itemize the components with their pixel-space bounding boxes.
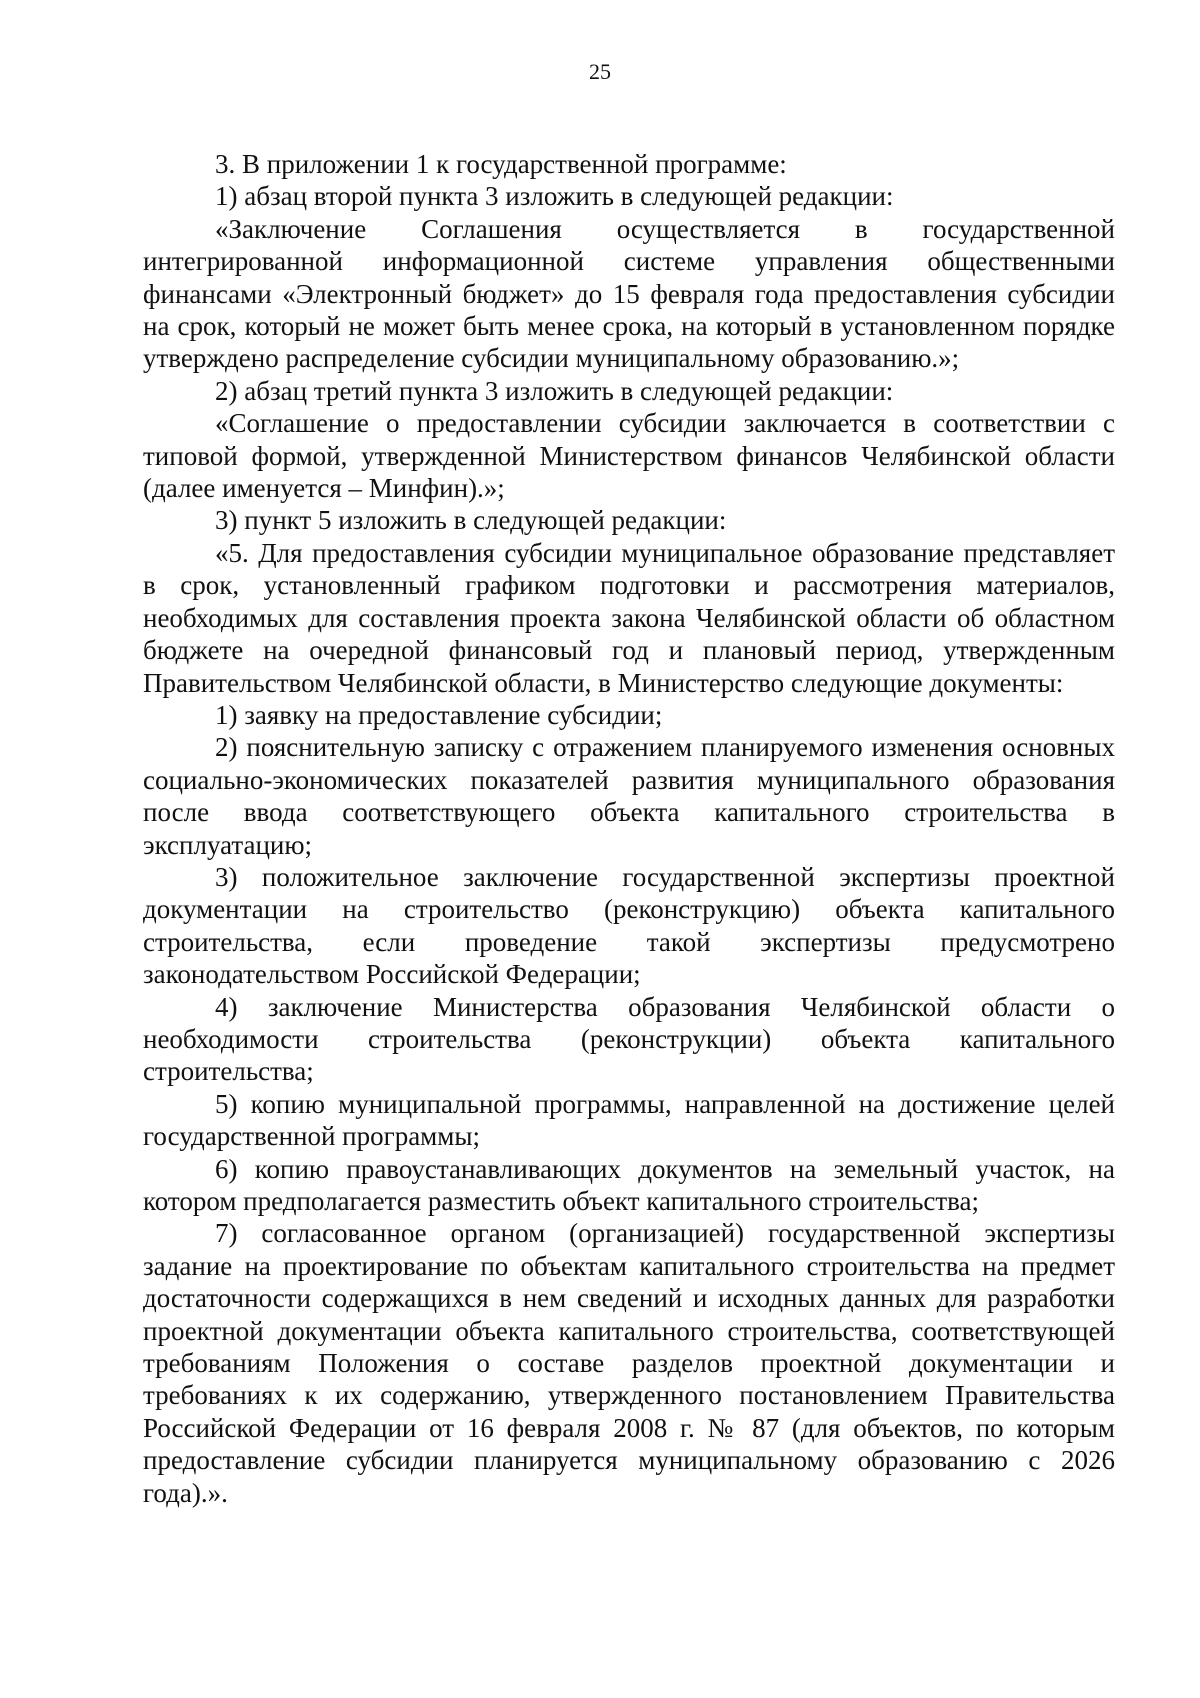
paragraph-appendix-heading: 3. В приложении 1 к государственной программе: xyxy=(215,149,787,179)
list-item-doc-1: 1) заявку на предоставление субсидии; xyxy=(215,699,663,730)
list-item-doc-5: 5) копию муниципальной программы, направленной на достижение целей государственной программы; xyxy=(143,1088,1115,1152)
paragraph-agreement-form: «Соглашение о предоставлении субсидии заключается в соответствии с типовой формой, утвержденной Министерством финансов Челябинской области (далее именуется – Минфин).»; xyxy=(143,408,1115,504)
list-item-doc-2: 2) пояснительную записку с отражением планируемого изменения основных социально-экономических показателей развития муниципального образования после ввода соответствующего объекта капитального строительства в эксплуатацию; xyxy=(143,732,1115,860)
document-body xyxy=(143,148,1115,1509)
paragraph-item-2-intro: 2) абзац третий пункта 3 изложить в следующей редакции: xyxy=(215,375,894,406)
list-item-doc-7: 7) согласованное органом (организацией) государственной экспертизы задание на проектирование по объектам капитального строительства на предмет достаточности содержащихся в нем сведений и исходных данных для разработки проектной документации объекта капитального строительства, соответствующей требованиям Положения о составе разделов проектной документации и требованиях к их содержанию, утвержденного постановлением Правительства Российской Федерации от 16 февраля 2008 г. № 87 (для объектов, по которым предоставление субсидии планируется муниципальному образованию с 2026 года).». xyxy=(143,1218,1115,1508)
paragraph-item-3-intro: 3) пункт 5 изложить в следующей редакции: xyxy=(215,505,727,536)
list-item-doc-4: 4) заключение Министерства образования Челябинской области о необходимости строительства (реконструкции) объекта капитального строительства; xyxy=(143,991,1115,1087)
paragraph-agreement-conclusion: «Заключение Соглашения осуществляется в государственной интегрированной информационной системе управления общественными финансами «Электронный бюджет» до 15 февраля года предоставления субсидии на срок, который не может быть менее срока, на который в установленном порядке утверждено распределение субсидии муниципальному образованию.»; xyxy=(143,213,1115,374)
paragraph-clause-5: «5. Для предоставления субсидии муниципальное образование представляет в срок, установленный графиком подготовки и рассмотрения материалов, необходимых для составления проекта закона Челябинской области об областном бюджете на очередной финансовый год и плановый период, утвержденным Правительством Челябинской области, в Министерство следующие документы: xyxy=(143,537,1115,698)
paragraph-item-1-intro: 1) абзац второй пункта 3 изложить в следующей редакции: xyxy=(215,181,894,212)
list-item-doc-3: 3) положительное заключение государственной экспертизы проектной документации на строительство (реконструкцию) объекта капитального строительства, если проведение такой экспертизы предусмотрено законодательством Российской Федерации; xyxy=(143,861,1115,990)
list-item-doc-6: 6) копию правоустанавливающих документов на земельный участок, на котором предполагается разместить объект капитального строительства; xyxy=(143,1153,1115,1216)
page-number: 25 xyxy=(589,59,611,84)
